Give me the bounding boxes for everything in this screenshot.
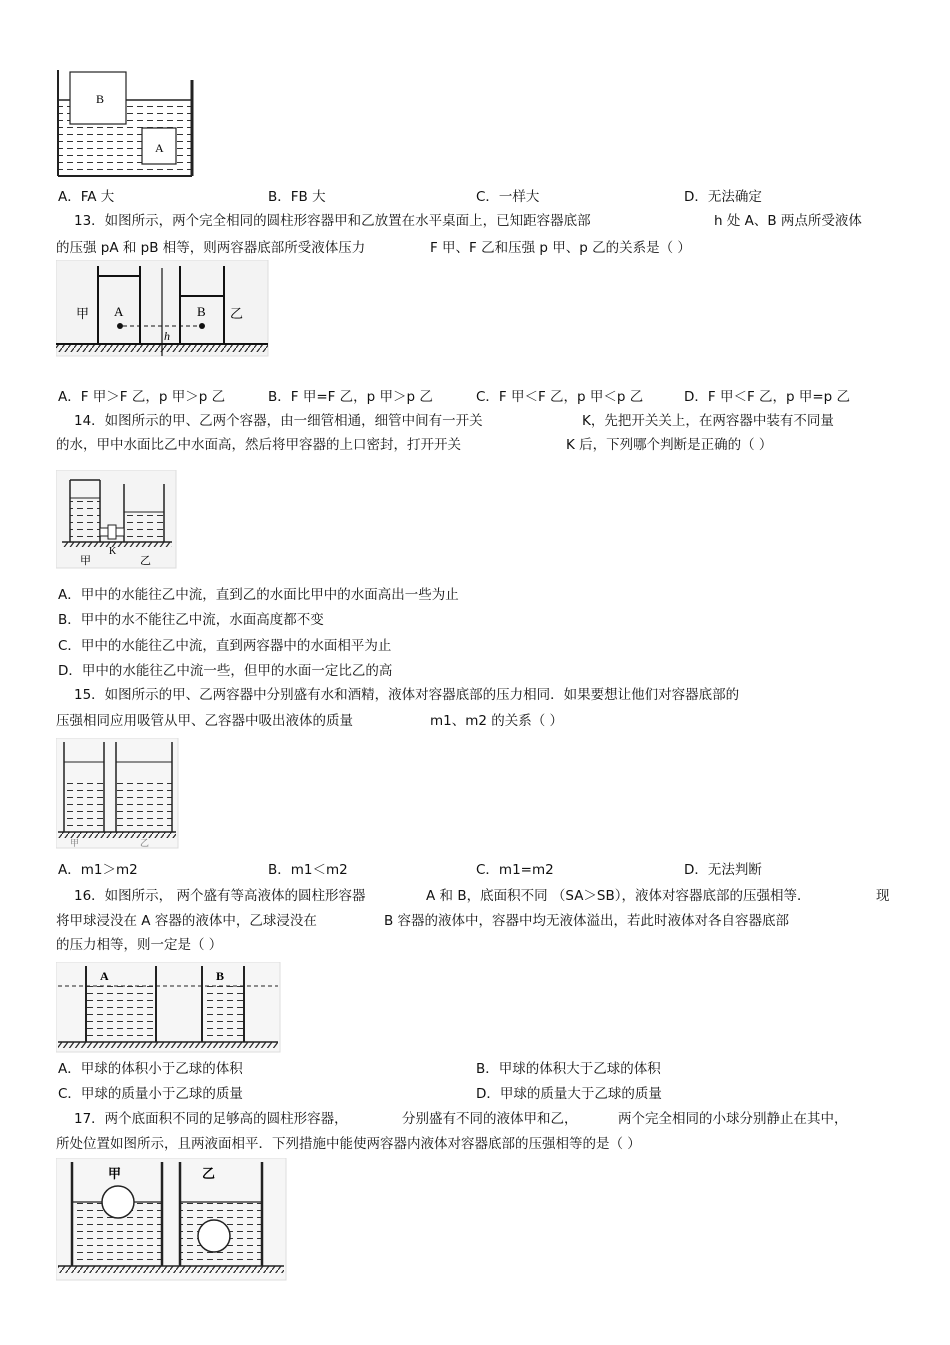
- q14-stem-line2b: K 后，下列哪个判断是正确的（ ）: [566, 437, 773, 453]
- q13-option-c: C．F 甲＜F 乙，p 甲＜p 乙: [476, 389, 644, 405]
- q15-option-b: B．m1＜m2: [268, 862, 348, 878]
- valve-k-label: K: [109, 546, 117, 557]
- q14-stem-line1: 14．如图所示的甲、乙两个容器，由一细管相通，细管中间有一开关: [74, 413, 483, 429]
- q12-option-c: C．一样大: [476, 189, 540, 205]
- q17-stem-line1b: 分别盛有不同的液体甲和乙，: [402, 1111, 578, 1127]
- q15-option-c: C．m1=m2: [476, 862, 554, 878]
- q16-option-a: A．甲球的体积小于乙球的体积: [58, 1061, 243, 1077]
- q13-option-b: B．F 甲=F 乙，p 甲＞p 乙: [268, 389, 433, 405]
- q14-option-d: D．甲中的水能往乙中流一些，但甲的水面一定比乙的高: [58, 663, 393, 679]
- figure-q13: [56, 260, 270, 360]
- point-a-label: A: [114, 304, 124, 319]
- figure-q17: [56, 1158, 288, 1282]
- q15-stem-line2b: m1、m2 的关系（ ）: [430, 713, 564, 729]
- q16-stem-line2b: B 容器的液体中，容器中均无液体溢出，若此时液体对各自容器底部: [384, 913, 790, 929]
- q16-stem-line1: 16．如图所示， 两个盛有等高液体的圆柱形容器: [74, 888, 366, 904]
- q13-stem-line1: 13．如图所示，两个完全相同的圆柱形容器甲和乙放置在水平桌面上，已知距容器底部: [74, 213, 591, 229]
- q14-option-b: B．甲中的水不能往乙中流，水面高度都不变: [58, 612, 324, 628]
- q15-stem-line1: 15．如图所示的甲、乙两容器中分别盛有水和酒精，液体对容器底部的压力相同．如果要想让他们对容器底部的: [74, 687, 740, 703]
- q12-option-a: A．FA 大: [58, 189, 115, 205]
- q15-option-d: D．无法判断: [684, 862, 762, 878]
- q14-option-c: C．甲中的水能往乙中流，直到两容器中的水面相平为止: [58, 638, 392, 654]
- q15-option-a: A．m1＞m2: [58, 862, 138, 878]
- q16-option-d: D．甲球的质量大于乙球的质量: [476, 1086, 662, 1102]
- container-jia-label: 甲: [80, 554, 91, 567]
- q13-option-d: D．F 甲＜F 乙，p 甲=p 乙: [684, 389, 851, 405]
- q17-stem-line1c: 两个完全相同的小球分别静止在其中，: [618, 1111, 848, 1127]
- container-yi-label: 乙: [140, 554, 151, 567]
- q14-stem-line2: 的水，甲中水面比乙中水面高，然后将甲容器的上口密封，打开开关: [56, 437, 461, 453]
- container-a-label: A: [100, 969, 109, 983]
- q14-option-a: A．甲中的水能往乙中流，直到乙的水面比甲中的水面高出一些为止: [58, 587, 459, 603]
- q15-stem-line2: 压强相同应用吸管从甲、乙容器中吸出液体的质量: [56, 713, 353, 729]
- q13-stem-line2b: F 甲、F 乙和压强 p 甲、p 乙的关系是（ ）: [430, 240, 691, 256]
- q14-stem-line1b: K，先把开关关上，在两容器中装有不同量: [582, 413, 834, 429]
- q17-stem-line2: 所处位置如图所示，且两液面相平．下列措施中能使两容器内液体对容器底部的压强相等的是（ ）: [56, 1136, 641, 1152]
- q16-stem-line1b: A 和 B，底面积不同 （SA＞SB），液体对容器底部的压强相等．: [426, 888, 811, 904]
- q16-stem-line3: 的压力相等，则一定是（ ）: [56, 937, 223, 953]
- q16-stem-line2: 将甲球浸没在 A 容器的液体中，乙球浸没在: [56, 913, 317, 929]
- point-b-label: B: [197, 304, 206, 319]
- container-jia-label: 甲: [108, 1167, 122, 1182]
- container-b-label: B: [216, 969, 225, 983]
- container-jia-label: 甲: [70, 839, 80, 849]
- container-yi-label: 乙: [230, 307, 244, 322]
- q16-option-c: C．甲球的质量小于乙球的质量: [58, 1086, 243, 1102]
- height-h-label: h: [164, 329, 170, 343]
- container-yi-label: 乙: [202, 1167, 216, 1182]
- figure-q16: [56, 962, 282, 1054]
- q17-stem-line1: 17．两个底面积不同的足够高的圆柱形容器，: [74, 1111, 348, 1127]
- q12-option-b: B．FB 大: [268, 189, 326, 205]
- q13-stem-line1b: h 处 A、B 两点所受液体: [714, 213, 862, 229]
- container-jia-label: 甲: [76, 307, 90, 322]
- q13-stem-line2: 的压强 pA 和 pB 相等，则两容器底部所受液体压力: [56, 240, 366, 256]
- q12-option-d: D．无法确定: [684, 189, 762, 205]
- q16-option-b: B．甲球的体积大于乙球的体积: [476, 1061, 661, 1077]
- figure-q15: [56, 738, 180, 850]
- q13-option-a: A．F 甲＞F 乙，p 甲＞p 乙: [58, 389, 226, 405]
- block-b-label: B: [96, 92, 105, 106]
- figure-q14: [56, 470, 178, 570]
- q16-stem-line1c: 现: [876, 888, 890, 904]
- block-a-label: A: [155, 141, 164, 155]
- figure-q12: [56, 68, 196, 180]
- container-yi-label: 乙: [140, 839, 150, 849]
